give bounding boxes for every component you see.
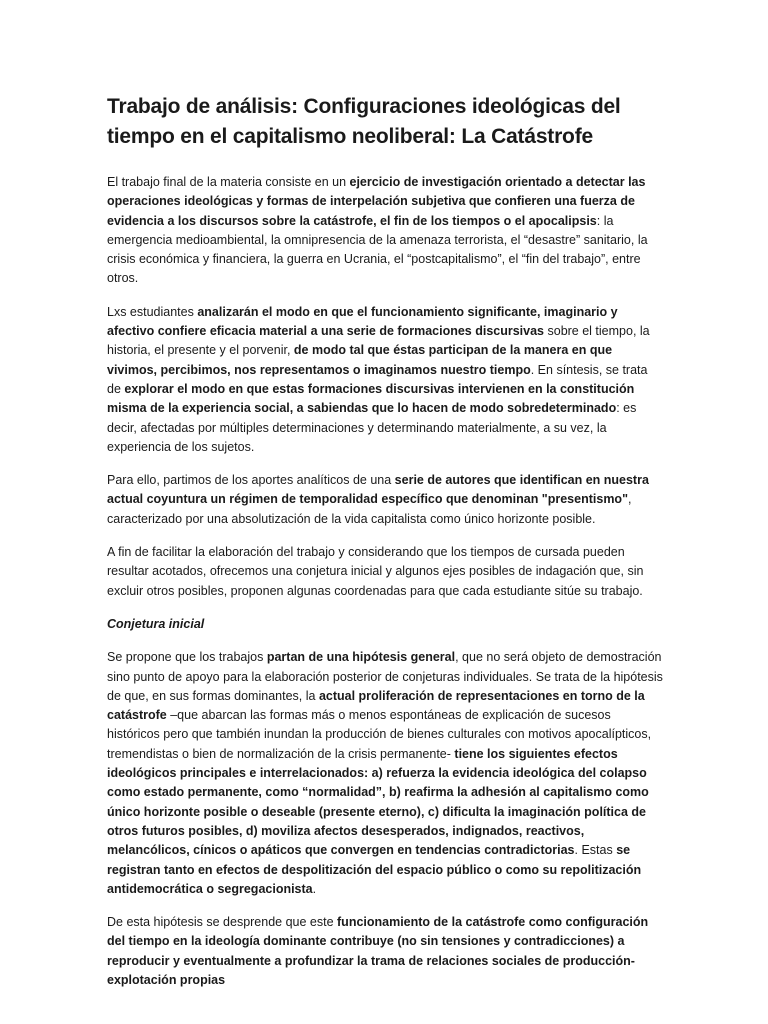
bold-text-run: serie de autores que identifican en nuestra actual coyuntura un régimen de temporalidad específico que denominan "presentismo"	[107, 473, 649, 507]
paragraph	[107, 913, 664, 990]
document-body-intro	[107, 173, 664, 601]
paragraph	[107, 173, 664, 289]
bold-text-run: tiene los siguientes efectos ideológicos principales e interrelacionados: a) refuerza la evidencia ideológica del colapso como estado permanente, como “normalidad”, b) reafirma la adhesión al capitalismo como único horizonte posible o deseable (presente eterno), c) dificulta la imaginación política de otros futuros posibles, d) moviliza afectos desesperados, indignados, reactivos, melancólicos, cínicos o apáticos que convergen en tendencias contradictorias	[107, 746, 649, 858]
bold-text-run: de modo tal que éstas participan de la manera en que vivimos, percibimos, nos representamos o imaginamos nuestro tiempo	[107, 343, 613, 377]
text-run: : es decir, afectadas por múltiples determinaciones y determinando materialmente, a su vez, la experiencia de los sujetos.	[107, 401, 637, 454]
paragraph	[107, 543, 664, 601]
bold-text-run: ejercicio de investigación orientado a detectar las operaciones ideológicas y formas de interpelación subjetiva que confieren una fuerza de evidencia a los discursos sobre la catástrofe, el fin de los tiempos o el apocalipsis	[107, 175, 646, 228]
text-run: Para ello, partimos de los aportes analíticos de una	[107, 473, 395, 488]
bold-text-run: funcionamiento de la catástrofe como configuración del tiempo en la ideología dominante contribuye (no sin tensiones y contradicciones) a reproducir y eventualmente a profundizar la trama de relaciones sociales de producción-explotación propias	[107, 915, 649, 987]
text-run: : la emergencia medioambiental, la omnipresencia de la amenaza terrorista, el “desastre” sanitario, la crisis económica y financiera, la guerra en Ucrania, el “postcapitalismo”, el “fin del trabajo”, entre otros.	[107, 213, 648, 286]
section-heading-conjetura: Conjetura inicial	[107, 616, 205, 631]
text-run: El trabajo final de la materia consiste en un	[107, 175, 350, 189]
text-run: De esta hipótesis se desprende que este	[107, 915, 338, 930]
text-run: Lxs estudiantes	[107, 304, 198, 319]
bold-text-run: se registran tanto en efectos de despolitización del espacio público o como su repolitización antidemocrática o segregacionista	[107, 843, 642, 896]
text-run: sobre el tiempo, la historia, el presente y el porvenir,	[107, 324, 650, 358]
text-run: . En síntesis, se trata de	[107, 362, 648, 396]
paragraph	[107, 303, 664, 457]
text-run: . Estas	[574, 843, 617, 858]
bold-text-run: explorar el modo en que estas formaciones discursivas intervienen en la constitución misma de la experiencia social, a sabiendas que lo hacen de modo sobredeterminado	[107, 381, 635, 416]
paragraph	[107, 471, 664, 529]
document-title: Trabajo de análisis: Configuraciones ideológicas del tiempo en el capitalismo neoliberal: La Catástrofe	[107, 95, 621, 148]
text-run: Se propone que los trabajos	[107, 650, 267, 665]
paragraph	[107, 648, 664, 899]
text-run: , que no será objeto de demostración sino punto de apoyo para la elaboración posterior de conjeturas individuales. Se trata de la hipótesis de que, en sus formas dominantes, la	[107, 650, 663, 703]
bold-text-run: analizarán el modo en que el funcionamiento significante, imaginario y afectivo confiere eficacia material a una serie de formaciones discursivas	[107, 304, 618, 339]
text-run: –que abarcan las formas más o menos espontáneas de explicación de sucesos históricos pero que también inundan la producción de bienes culturales con motivos apocalípticos, tremendistas o bien de normalización de la crisis permanente-	[107, 708, 652, 761]
bold-text-run: actual proliferación de representaciones en torno de la catástrofe	[107, 688, 645, 723]
document-body-conjetura	[107, 648, 664, 990]
text-run: , caracterizado por una absolutización de la vida capitalista como único horizonte posible.	[107, 492, 632, 526]
bold-text-run: partan de una hipótesis general	[266, 650, 456, 665]
text-run: A fin de facilitar la elaboración del trabajo y considerando que los tiempos de cursada pueden resultar acotados, ofrecemos una conjetura inicial y algunos ejes posibles de indagación que, sin excluir otros posibles, proponen algunas coordenadas para que cada estudiante sitúe su trabajo.	[107, 545, 644, 598]
text-run: .	[312, 881, 317, 896]
